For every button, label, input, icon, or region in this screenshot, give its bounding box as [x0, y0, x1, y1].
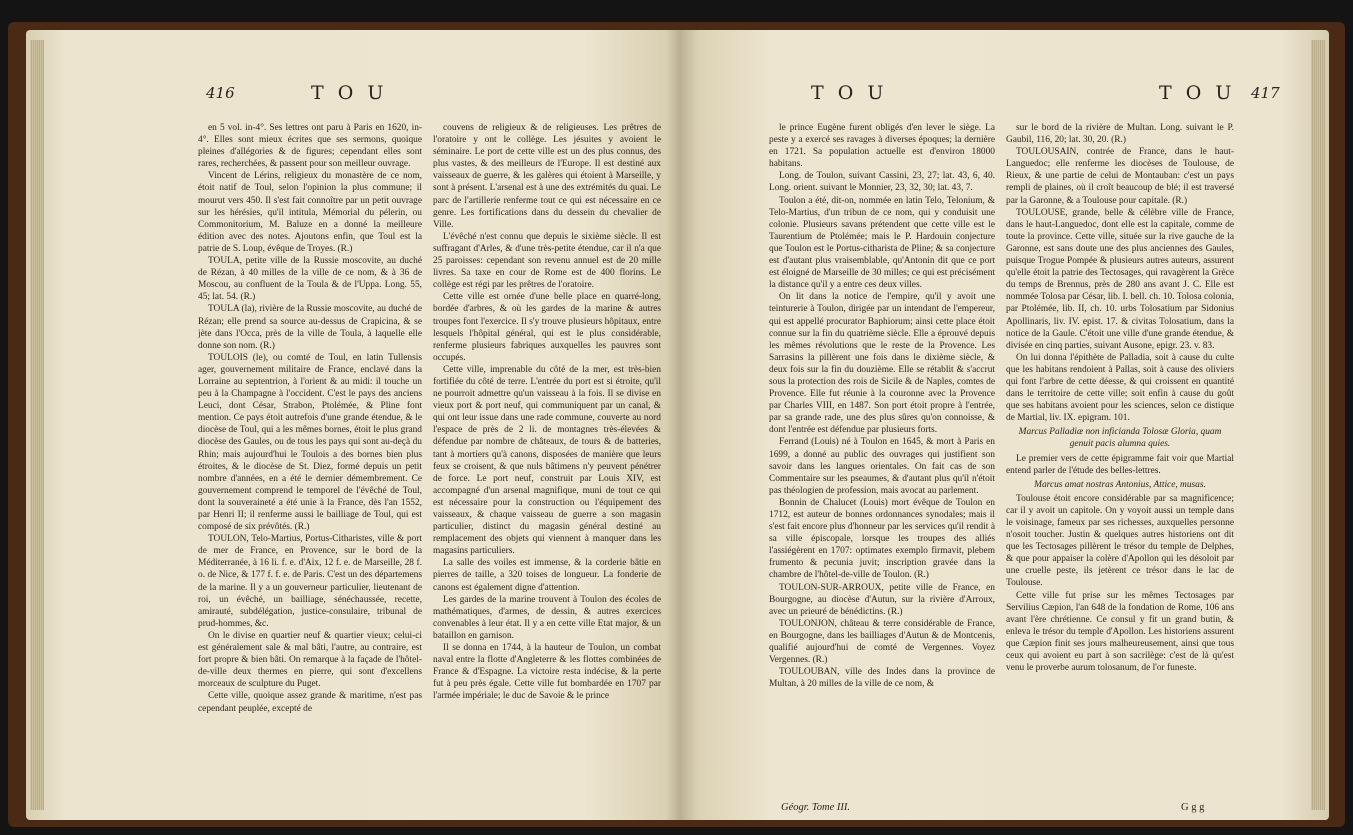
paragraph: TOULOIS (le), ou comté de Toul, en latin Tullensis ager, gouvernement militaire de France, enclavé dans la Lorraine au septentrion, à l'orient & au midi: il touche un peu à la Champagne à l'occident. C'est le pays des anciens Leuci, dont César, Strabon, Ptolémée, & Pline font mention. Ce pays étoit autrefois d'une grande étendue, & le diocèse de Toul, qui a les mêmes bornes, étoit le plus grand diocèse des Gaules, ou de tous les pays qui sont au-deçà du Rhin; mais aujourd'hui le Toulois a des bornes bien plus étroites, & le diocèse de St. Diez, formé depuis un petit nombre d'années, en a été le dernier démembrement. Ce gouvernement comprend le temporel de l'évêché de Toul, dont la souveraineté a été unie à la France, dès l'an 1552, par Henri II; il renferme aussi le bailliage de Toul, qui est composé de six prévôtés. (R.) [198, 352, 422, 533]
right-running-head-right: T O U [1159, 82, 1236, 104]
paragraph: Marcus amat nostras Antonius, Attice, musas. [1034, 479, 1206, 490]
paragraph: Cette ville, quoique assez grande & maritime, n'est pas cependant peuplée, excepté de [198, 691, 422, 714]
paragraph: Toulouse étoit encore considérable par sa magnificence; car il y avoit un capitole. On y voyoit aussi un temple dans le voisinage, fameux par ses richesses, auxquelles personne n'osoit toucher. Justin & quelques autres historiens ont dit que les Tectosages pillèrent le trésor du temple de Delphes, & que pour appaiser la colère d'Apollon qui les désoloit par une cruelle peste, ils jetèrent ce trésor dans le lac de Toulouse. [1006, 493, 1234, 589]
paragraph: Cette ville, imprenable du côté de la mer, est très-bien fortifiée du côté de terre. L'entrée du port est si étroite, qu'il ne pourroit admettre qu'un vaisseau à la fois. Il se divise en vieux port & port neuf, qui communiquent par un canal, & qui ont leur issue dans une rade commune, couverte au nord l'espace de près de 2 li. de montagnes très-élevées & défendue par nombre de châteaux, de tours & de batteries, tant à mortiers qu'à canons, disposées de manière que leurs feux se croisent, & que nuls bâtimens n'y peuvent pénétrer de force. Le port neuf, construit par Louis XIV, est accompagné d'un arsenal magnifique, muni de tout ce qui est nécessaire pour la construction ou l'équipement des vaisseaux, & chaque vaisseau de guerre a son magasin particulier, distinct du magasin général destiné au remplacement des objets qui viennent à manquer dans les magasins particuliers. [433, 364, 661, 557]
paragraph: TOULA, petite ville de la Russie moscovite, au duché de Rézan, à 40 milles de la ville de ce nom, & à 36 de Moscou, au confluent de la Toula & de l'Uppa. Long. 55, 45; lat. 54. (R.) [198, 256, 422, 303]
right-page-number: 417 [1251, 84, 1280, 102]
left-page-header [26, 82, 681, 108]
paragraph: On lit dans la notice de l'empire, qu'il y avoit une teinturerie à Toulon, dirigée par un intendant de l'empereur, qui est appellé procurator Baphiorum; ainsi cette place étoit connue sur la fin du quatrième siècle. Elle a éprouvé depuis les mêmes révolutions que le reste de la Provence. Les Sarrasins la pillèrent une fois dans le dixième siècle, & deux fois sur la fin du douzième. Elle se rétablit & s'accrut sous la protection des rois de Sicile & de Naples, comtes de Provence. Elle fut réunie à la couronne avec la Provence par Charles VIII, en 1487. Son port étoit propre à l'entrée, par sa grande rade, une des plus sûres qu'on connoisse, & dont l'entrée est défendue par plusieurs forts. [769, 292, 995, 436]
paragraph: Le premier vers de cette épigramme fait voir que Martial entend parler de l'étude des belles-lettres. [1006, 453, 1234, 476]
paragraph: Long. de Toulon, suivant Cassini, 23, 27; lat. 43, 6, 40. Long. orient. suivant le Monnier, 23, 32, 30; lat. 43, 7. [769, 171, 995, 194]
left-page-edges [30, 40, 44, 810]
left-column-1 [198, 122, 422, 812]
volume-footer: Géogr. Tome III. [781, 802, 851, 813]
paragraph: Il se donna en 1744, à la hauteur de Toulon, un combat naval entre la flotte d'Angleterre & les flottes combinées de France & d'Espagne. La victoire resta indécise, & la perte fut à peu près égale. Cette ville fut bombardée en 1707 par l'armée impériale; le duc de Savoie & le prince [433, 643, 661, 702]
book [8, 22, 1345, 827]
paragraph: sur le bord de la rivière de Multan. Long. suivant le P. Gaubil, 116, 20; lat. 30, 20. (R.) [1006, 123, 1234, 146]
paragraph: Les gardes de la marine trouvent à Toulon des écoles de mathématiques, d'armes, de dessin, & autres exercices convenables à leur état. Il y a en cette ville Etat major, & un bataillon en garnison. [433, 594, 661, 641]
paragraph: TOULOUSAIN, contrée de France, dans le haut-Languedoc; elle renferme les diocèses de Toulouse, de Rieux, & une partie de celui de Montauban: c'est un pays rempli de plaines, où il croît beaucoup de blé; il est traversé par la Garonne, & a Toulouse pour capitale. (R.) [1006, 147, 1234, 206]
right-running-head-left: T O U [811, 82, 888, 104]
left-page-number: 416 [206, 84, 235, 102]
signature-mark: G g g [1181, 802, 1205, 813]
paragraph: TOULON, Telo-Martius, Portus-Citharistes, ville & port de mer de France, en Provence, sur le bord de la Méditerranée, à 16 li. f. e. d'Aix, 12 f. e. de Marseille, 28 f. o. de Nice, & 177 f. f. e. de Paris. C'est un des départemens de la marine. Il y a un gouverneur particulier, lieutenant de roi, un évêché, un bailliage, sénéchaussée, recette, amirauté, subdélégation, justice-consulaire, tribunal de prud-hommes, &c. [198, 534, 422, 629]
paragraph: On le divise en quartier neuf & quartier vieux; celui-ci est généralement sale & mal bâti, l'autre, au contraire, est fort propre & bien bâti. On remarque à la façade de l'hôtel-de-ville deux thermes en pierre, qui sont d'excellens morceaux de sculpture du Puget. [198, 630, 422, 690]
paragraph: Vincent de Lérins, religieux du monastère de ce nom, étoit natif de Toul, selon l'opinion la plus commune; il mourut vers 450. Il s'est fait connoître par un petit ouvrage sur les hérésies, qu'il intitula, Mémorial du pélerin, ou Commonitorium, M. Baluze en a donné la meilleure édition avec des notes. Ajoutons enfin, que Toul est la patrie de S. Loup, évêque de Troyes. (R.) [198, 171, 422, 254]
paragraph: couvens de religieux & de religieuses. Les prêtres de l'oratoire y ont le collège. Les jésuites y avoient le séminaire. Le port de cette ville est un des plus connus, des plus vastes, & des meilleurs de l'Europe. Il est destiné aux vaisseaux de guerre, & les galères qui étoient à Marseille, y sont à présent. L'arsenal est à une des extrémités du quai. Le parc de l'artillerie renferme tout ce qui est nécessaire en ce genre. Les fortifications dans du dessein du chevalier de Ville. [433, 123, 661, 230]
paragraph: TOULOUSE, grande, belle & célèbre ville de France, dans le haut-Languedoc, dont elle est la capitale, comme de toute la province. Cette ville, située sur la rive gauche de la Garonne, est sans doute une des plus anciennes des Gaules, puisque Trogue Pompée & plusieurs autres auteurs, assurent qu'elle étoit la patrie des Tectosages, qui ravagèrent la Grèce du temps de Brennus, près de 280 ans avant J. C. Elle est nommée Tolosa par César, lib. I. bell. ch. 10. Tolosa colonia, par Ptolémée, lib. II, ch. 10. urbs Tolosatium par Sidonius Apollinaris, liv. IV. epist. 17. & civitas Tolosatium, dans la notice de la Gaule. C'étoit une ville d'une grande étendue, & divisée en cinq parties, suivant Ausone, epigr. 23. v. 83. [1006, 207, 1234, 351]
paragraph: Cette ville fut prise sur les mêmes Tectosages par Servilius Cæpion, l'an 648 de la fondation de Rome, 106 ans avant l'ère chrétienne. Ce consul y fit un grand butin, & enleva le trésor du temple d'Apollon. Les historiens assurent que Cæpion finit ses jours malheureusement, ainsi que tous ceux qui avoient eu part à son sacrilège: c'est de là qu'est venu le proverbe aurum tolosanum, de l'or funeste. [1006, 590, 1234, 674]
paragraph: Marcus Palladiæ non inficianda Tolosæ Gloria, quam genuit pacis alumna quies. [1018, 427, 1222, 450]
left-running-head: T O U [311, 82, 388, 104]
paragraph: Cette ville est ornée d'une belle place en quarré-long, bordée d'arbres, & où les gardes de la marine & autres troupes font l'exercice. Il s'y trouve plusieurs hôpitaux, entre lesquels l'hôpital général, qui est le plus considérable, renferme plusieurs fabriques auxquelles les pauvres sont occupés. [433, 292, 661, 363]
right-page-edges [1311, 40, 1325, 810]
right-column-1 [769, 122, 995, 798]
paragraph: TOULON-SUR-ARROUX, petite ville de France, en Bourgogne, au diocèse d'Autun, sur la rivière d'Arroux, avec un prieuré de bénédictins. (R.) [769, 582, 995, 617]
paragraph: L'évêché n'est connu que depuis le sixième siècle. Il est suffragant d'Arles, & d'une très-petite étendue, car il n'a que 25 paroisses: cependant son revenu annuel est de 20 mille livres. Sa taxe en cour de Rome est de 400 florins. Le collège est régi par les prêtres de l'oratoire. [433, 231, 661, 291]
paragraph: Bonnin de Chalucet (Louis) mort évêque de Toulon en 1712, est auteur de bonnes ordonnances synodales; mais il s'est fait encore plus d'honneur par les services qu'il rendit à sa ville épiscopale, lorsque les troupes des alliés l'assiégèrent en 1707: optimates exemplo firmavit, plebem frumento & pecunia juvit; inscription gravée dans la chambre de l'hôtel-de-ville de Toulon. (R.) [769, 497, 995, 581]
paragraph: TOULONJON, château & terre considérable de France, en Bourgogne, dans les bailliages d'Autun & de Montcenis, qualifié aujourd'hui de comté de Vergennes. Voyez Vergennes. (R.) [769, 618, 995, 666]
left-page [26, 30, 681, 820]
paragraph: Ferrand (Louis) né à Toulon en 1645, & mort à Paris en 1699, a donné au public des ouvrages qui justifient son savoir dans les langues orientales. On fait cas de son Commentaire sur les pseaumes, & d'autant plus qu'il n'étoit pas théologien de profession, mais avocat au parlement. [769, 437, 995, 496]
paragraph: On lui donna l'épithète de Palladia, soit à cause du culte que les habitans rendoient à Pallas, soit à cause des oliviers qui font l'arbre de cette déesse, & qui croissent en quantité dans le territoire de cette ville; soit enfin à cause du goût que ses habitans avoient pour les sciences, selon ce distique de Martial, liv. IX. epigram. 101. [1006, 352, 1234, 424]
paragraph: en 5 vol. in-4°. Ses lettres ont paru à Paris en 1620, in-4°. Elles sont mieux écrites que ses sermons, quoique pleines d'allégories & de figures; cependant elles sont rares, recherchées, & passent pour son meilleur ouvrage. [198, 123, 422, 170]
paragraph: TOULA (la), rivière de la Russie moscovite, au duché de Rézan; elle prend sa source au-dessus de Crapicina, & se jète dans l'Occa, près de la ville de Toula, à laquelle elle donne son nom. (R.) [198, 304, 422, 351]
left-column-2 [433, 122, 661, 812]
paragraph: le prince Eugène furent obligés d'en lever le siège. La peste y a exercé ses ravages à diverses époques; la dernière en 1721. Sa population actuelle est d'environ 18000 habitans. [769, 123, 995, 170]
paragraph: La salle des voiles est immense, & la corderie bâtie en pierres de taille, a 320 toises de longueur. La fonderie de canons est également digne d'attention. [433, 558, 661, 593]
right-page [681, 30, 1329, 820]
right-page-header [681, 82, 1329, 108]
paragraph: TOULOUBAN, ville des Indes dans la province de Multan, à 20 milles de la ville de ce nom, & [769, 667, 995, 690]
paragraph: Toulon a été, dit-on, nommée en latin Telo, Telonium, & Telo-Martius, d'un tribun de ce nom, qui y conduisit une colonie. Plusieurs savans prétendent que cette ville est le Taurentium de Ptolémée; mais le P. Hardouin conjecture que Toulon est le Portus-citharista de Pline; & sa conjecture est d'autant plus vraisemblable, qu'Antonin dit que ce port est éloigné de Marseille de 30 milles; ce qui est précisément la distance qu'il y a entre ces deux villes. [769, 195, 995, 291]
right-column-2 [1006, 122, 1234, 798]
